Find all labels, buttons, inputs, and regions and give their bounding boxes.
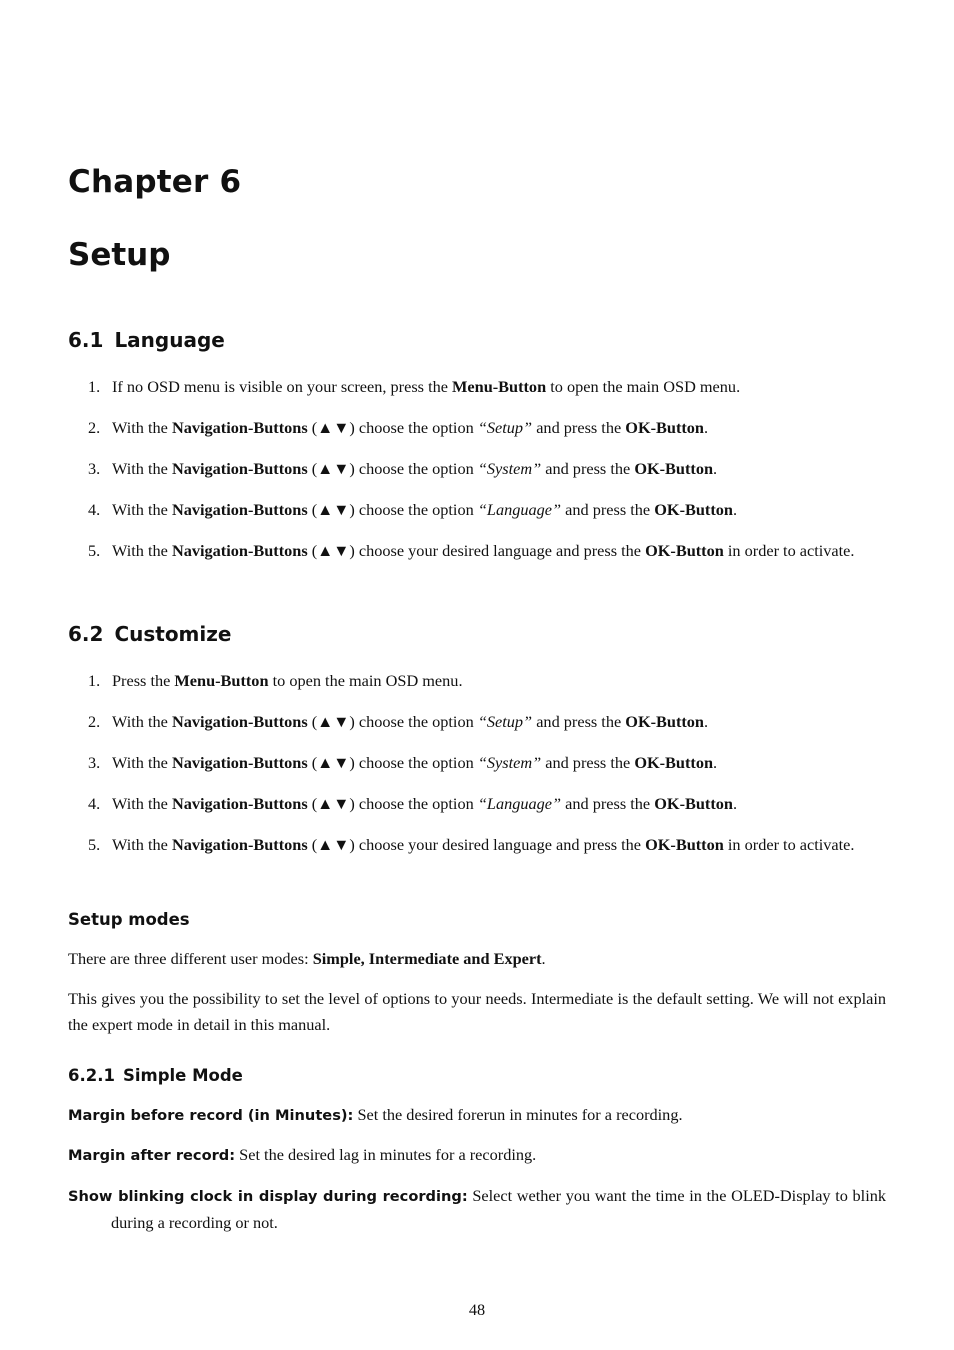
description-item: [68, 1102, 886, 1129]
list-item: 5. With the Navigation-Buttons (▲▼) choose your desired language and press the OK-Button in order to activate.: [88, 835, 855, 854]
description-label: Margin after record:: [68, 1147, 236, 1164]
section-number: 6.2: [68, 622, 104, 646]
description-text: Select wether you want the time in the OLED-Display to blink during a recording or not.: [111, 1186, 886, 1232]
list-item: 1. Press the Menu-Button to open the main OSD menu.: [88, 671, 463, 690]
list-item: 2. With the Navigation-Buttons (▲▼) choose the option “Setup” and press the OK-Button.: [88, 712, 709, 731]
list-item: 4. With the Navigation-Buttons (▲▼) choose the option “Language” and press the OK-Button.: [88, 500, 738, 519]
description-label: Margin before record (in Minutes):: [68, 1107, 354, 1124]
list-item: 3. With the Navigation-Buttons (▲▼) choose the option “System” and press the OK-Button.: [88, 753, 718, 772]
section-number: 6.1: [68, 328, 104, 352]
description-text: Set the desired forerun in minutes for a recording.: [357, 1105, 683, 1124]
section-title: Language: [114, 328, 225, 352]
list-item: 4. With the Navigation-Buttons (▲▼) choose the option “Language” and press the OK-Button.: [88, 794, 738, 813]
list-item: 3. With the Navigation-Buttons (▲▼) choose the option “System” and press the OK-Button.: [88, 459, 718, 478]
description-label: Show blinking clock in display during recording:: [68, 1188, 468, 1205]
section-heading-language: [68, 328, 225, 352]
list-item: 1. If no OSD menu is visible on your screen, press the Menu-Button to open the main OSD menu.: [88, 377, 741, 396]
subsection-title: Simple Mode: [122, 1066, 243, 1085]
language-steps: [68, 374, 886, 564]
description-text: Set the desired lag in minutes for a recording.: [239, 1145, 537, 1164]
subsection-heading-simple-mode: [68, 1066, 243, 1085]
chapter-title: Setup: [68, 237, 171, 273]
description-item: [68, 1183, 886, 1236]
list-item: 2. With the Navigation-Buttons (▲▼) choose the option “Setup” and press the OK-Button.: [88, 418, 709, 437]
list-item: 5. With the Navigation-Buttons (▲▼) choose your desired language and press the OK-Button in order to activate.: [88, 541, 855, 560]
customize-steps: [68, 668, 886, 858]
paragraph-user-modes: There are three different user modes: Simple, Intermediate and Expert.: [68, 949, 546, 968]
subsection-number: 6.2.1: [68, 1066, 115, 1085]
chapter-label: Chapter 6: [68, 164, 242, 200]
paragraph-default-setting: This gives you the possibility to set the level of options to your needs. Intermediate is the default setting. We will not explain the expert mode in detail in this manual.: [68, 989, 886, 1034]
section-heading-customize: [68, 622, 231, 646]
description-item: [68, 1142, 886, 1169]
page-number: 48: [468, 1300, 486, 1319]
subheading-setup-modes: Setup modes: [68, 910, 190, 929]
section-title: Customize: [114, 622, 232, 646]
